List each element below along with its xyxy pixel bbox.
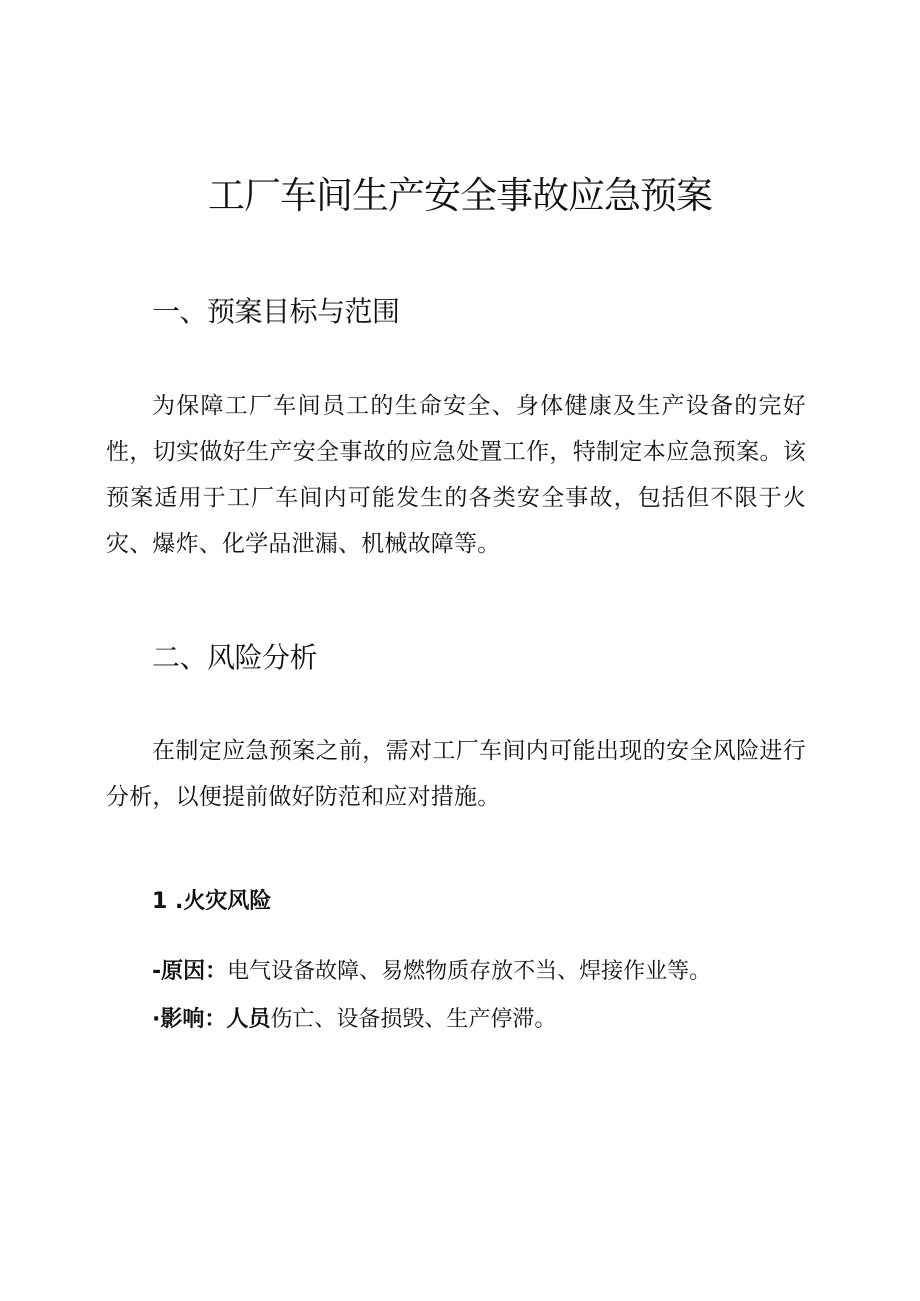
- list-item-effect: [152, 1004, 556, 1036]
- effect-label: ·影响：人员: [152, 1007, 271, 1032]
- cause-label: -原因：: [152, 959, 228, 984]
- paragraph-goals-scope: 为保障工厂车间员工的生命安全、身体健康及生产设备的完好性，切实做好生产安全事故的应急处置工作，特制定本应急预案。该预案适用于工厂车间内可能发生的各类安全事故，包括但不限于火灾、爆炸、化学品泄漏、机械故障等。: [106, 393, 806, 557]
- paragraph-risk-analysis: 在制定应急预案之前，需对工厂车间内可能出现的安全风险进行分析，以便提前做好防范和应对措施。: [106, 738, 806, 810]
- subheading-fire-risk: 1 .火灾风险: [152, 889, 272, 914]
- section-heading-goals-scope: 一、预案目标与范围: [152, 295, 400, 328]
- list-item-cause: [152, 956, 711, 988]
- effect-text: 伤亡、设备损毁、生产停滞。: [270, 1007, 557, 1032]
- document-title: 工厂车间生产安全事故应急预案: [208, 174, 712, 217]
- section-heading-risk-analysis: 二、风险分析: [152, 641, 318, 674]
- cause-text: 电气设备故障、易燃物质存放不当、焊接作业等。: [227, 959, 712, 984]
